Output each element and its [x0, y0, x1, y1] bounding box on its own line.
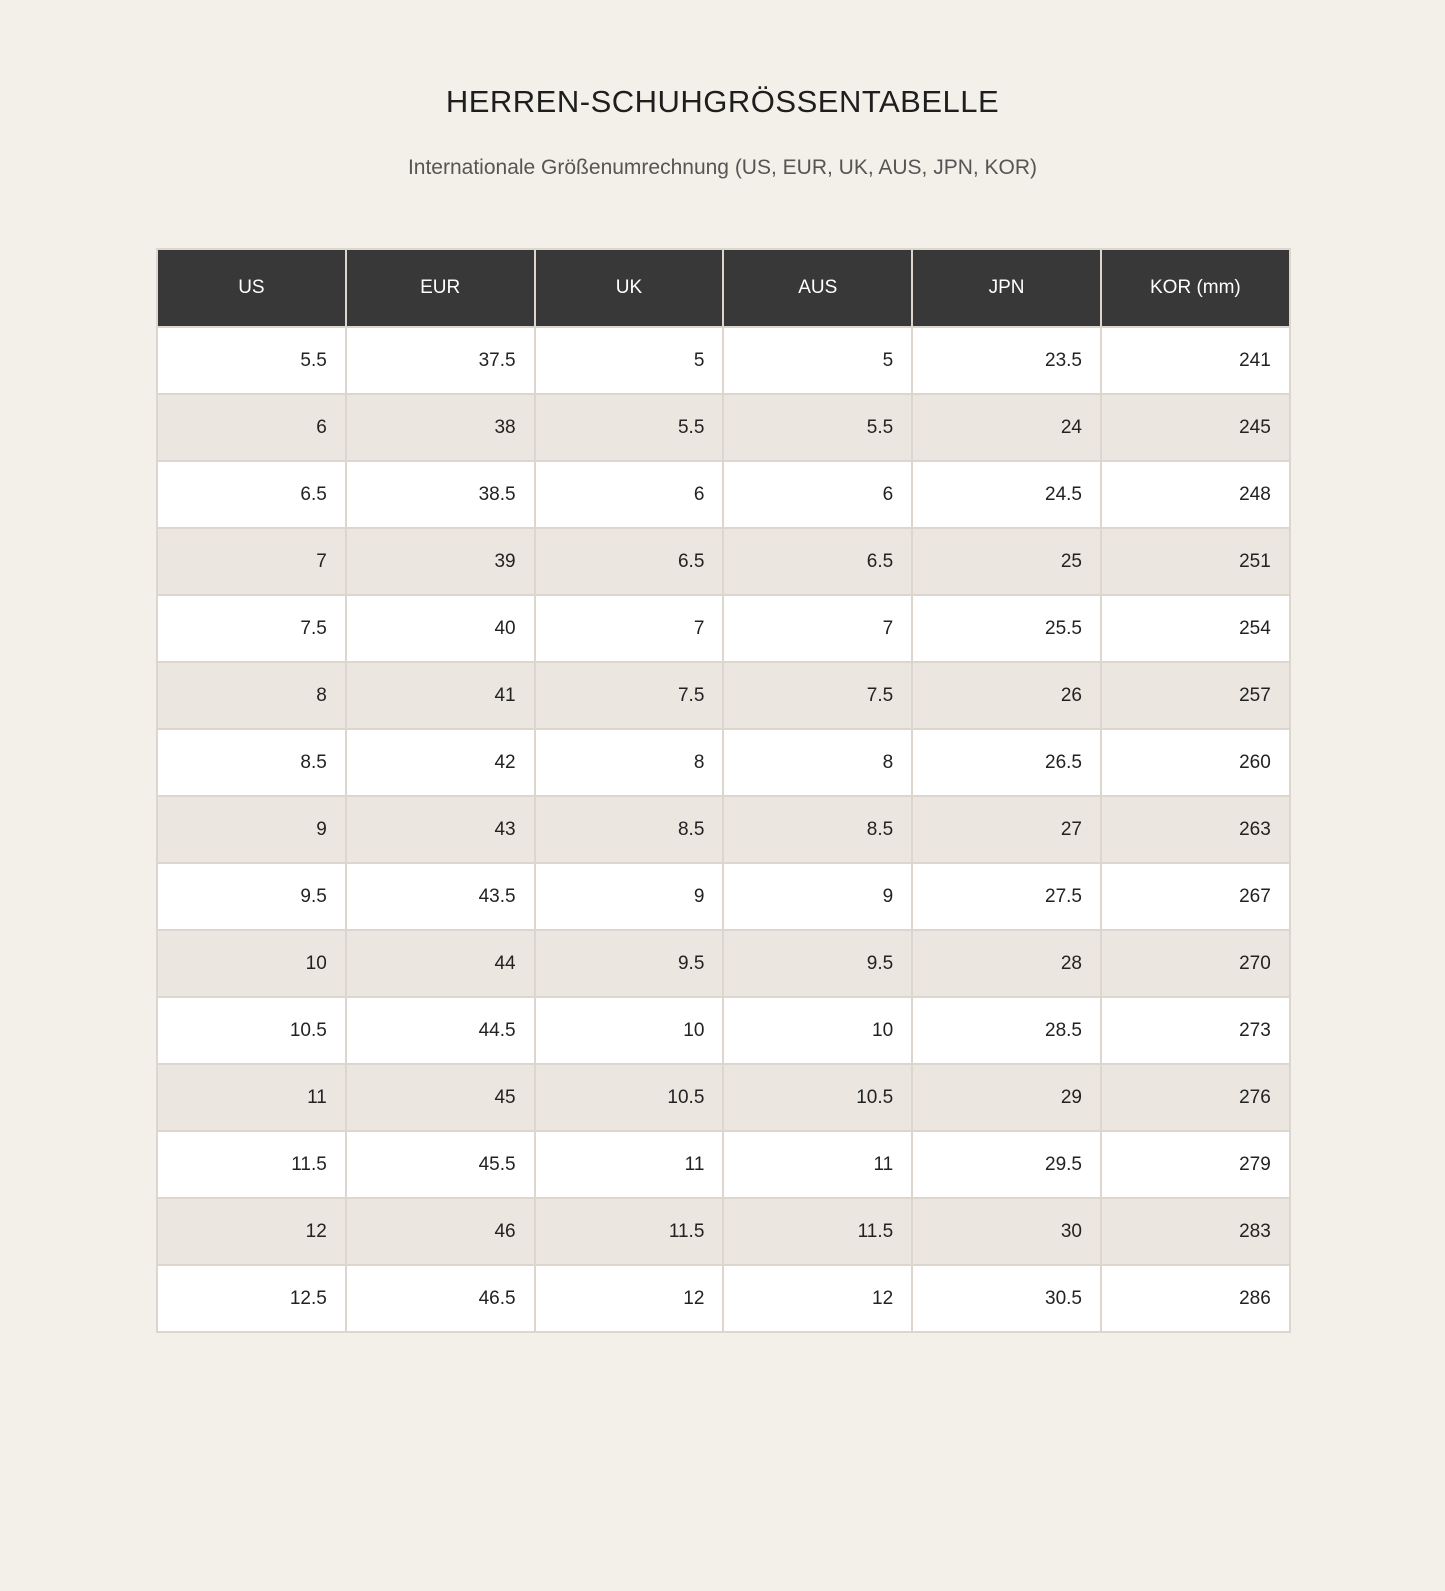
table-cell-kor: 286	[1101, 1265, 1290, 1332]
table-cell-eur: 37.5	[346, 327, 535, 394]
table-cell-jpn: 25	[912, 528, 1101, 595]
table-cell-us: 5.5	[157, 327, 346, 394]
table-cell-us: 9	[157, 796, 346, 863]
column-header-us: US	[157, 249, 346, 327]
table-header	[157, 249, 1290, 327]
table-cell-aus: 11	[723, 1131, 912, 1198]
table-cell-kor: 279	[1101, 1131, 1290, 1198]
table-row	[157, 461, 1290, 528]
table-cell-jpn: 26	[912, 662, 1101, 729]
table-cell-aus: 8	[723, 729, 912, 796]
table-cell-jpn: 26.5	[912, 729, 1101, 796]
table-cell-aus: 5.5	[723, 394, 912, 461]
table-cell-uk: 11.5	[535, 1198, 724, 1265]
table-cell-eur: 43.5	[346, 863, 535, 930]
table-cell-kor: 283	[1101, 1198, 1290, 1265]
table-cell-uk: 8	[535, 729, 724, 796]
table-cell-uk: 12	[535, 1265, 724, 1332]
table-cell-uk: 9.5	[535, 930, 724, 997]
table-cell-aus: 7	[723, 595, 912, 662]
table-cell-eur: 41	[346, 662, 535, 729]
table-cell-kor: 276	[1101, 1064, 1290, 1131]
table-cell-aus: 6.5	[723, 528, 912, 595]
table-cell-us: 8	[157, 662, 346, 729]
size-table	[156, 248, 1291, 1333]
table-cell-aus: 9	[723, 863, 912, 930]
table-cell-us: 10.5	[157, 997, 346, 1064]
table-cell-jpn: 28	[912, 930, 1101, 997]
table-cell-jpn: 25.5	[912, 595, 1101, 662]
table-cell-kor: 248	[1101, 461, 1290, 528]
table-cell-uk: 10	[535, 997, 724, 1064]
table-cell-aus: 12	[723, 1265, 912, 1332]
column-header-aus: AUS	[723, 249, 912, 327]
table-cell-aus: 10.5	[723, 1064, 912, 1131]
table-cell-jpn: 24	[912, 394, 1101, 461]
table-cell-jpn: 29.5	[912, 1131, 1101, 1198]
table-cell-us: 6.5	[157, 461, 346, 528]
table-cell-aus: 10	[723, 997, 912, 1064]
table-cell-jpn: 29	[912, 1064, 1101, 1131]
table-row	[157, 863, 1290, 930]
table-cell-jpn: 23.5	[912, 327, 1101, 394]
table-cell-eur: 38.5	[346, 461, 535, 528]
column-header-kor: KOR (mm)	[1101, 249, 1290, 327]
table-cell-uk: 7	[535, 595, 724, 662]
table-body	[157, 327, 1290, 1332]
table-cell-eur: 44	[346, 930, 535, 997]
table-cell-jpn: 27.5	[912, 863, 1101, 930]
table-cell-eur: 45.5	[346, 1131, 535, 1198]
table-cell-eur: 40	[346, 595, 535, 662]
table-cell-eur: 46	[346, 1198, 535, 1265]
table-cell-kor: 273	[1101, 997, 1290, 1064]
table-row	[157, 729, 1290, 796]
table-cell-eur: 38	[346, 394, 535, 461]
table-cell-kor: 251	[1101, 528, 1290, 595]
column-header-eur: EUR	[346, 249, 535, 327]
column-header-uk: UK	[535, 249, 724, 327]
table-cell-us: 12	[157, 1198, 346, 1265]
table-cell-aus: 9.5	[723, 930, 912, 997]
table-cell-us: 6	[157, 394, 346, 461]
table-row	[157, 394, 1290, 461]
table-cell-aus: 8.5	[723, 796, 912, 863]
table-cell-us: 9.5	[157, 863, 346, 930]
column-header-jpn: JPN	[912, 249, 1101, 327]
table-cell-jpn: 30	[912, 1198, 1101, 1265]
table-cell-kor: 263	[1101, 796, 1290, 863]
table-cell-jpn: 30.5	[912, 1265, 1101, 1332]
table-row	[157, 1131, 1290, 1198]
table-row	[157, 1198, 1290, 1265]
table-cell-kor: 267	[1101, 863, 1290, 930]
table-cell-kor: 241	[1101, 327, 1290, 394]
table-cell-us: 11.5	[157, 1131, 346, 1198]
table-cell-eur: 43	[346, 796, 535, 863]
table-cell-us: 7.5	[157, 595, 346, 662]
table-cell-us: 7	[157, 528, 346, 595]
table-cell-uk: 5	[535, 327, 724, 394]
table-row	[157, 1064, 1290, 1131]
table-cell-eur: 42	[346, 729, 535, 796]
table-row	[157, 662, 1290, 729]
table-cell-aus: 6	[723, 461, 912, 528]
table-cell-aus: 5	[723, 327, 912, 394]
table-cell-kor: 254	[1101, 595, 1290, 662]
table-header-row	[157, 249, 1290, 327]
table-cell-jpn: 24.5	[912, 461, 1101, 528]
table-cell-uk: 5.5	[535, 394, 724, 461]
table-cell-jpn: 28.5	[912, 997, 1101, 1064]
table-row	[157, 528, 1290, 595]
table-cell-us: 10	[157, 930, 346, 997]
table-cell-uk: 8.5	[535, 796, 724, 863]
page-title: HERREN-SCHUHGRÖSSENTABELLE	[445, 84, 1000, 119]
table-cell-eur: 39	[346, 528, 535, 595]
table-cell-kor: 260	[1101, 729, 1290, 796]
table-cell-kor: 270	[1101, 930, 1290, 997]
table-cell-aus: 7.5	[723, 662, 912, 729]
table-row	[157, 327, 1290, 394]
table-cell-eur: 46.5	[346, 1265, 535, 1332]
table-cell-uk: 11	[535, 1131, 724, 1198]
table-row	[157, 796, 1290, 863]
table-cell-uk: 10.5	[535, 1064, 724, 1131]
table-cell-kor: 257	[1101, 662, 1290, 729]
table-cell-eur: 45	[346, 1064, 535, 1131]
table-cell-eur: 44.5	[346, 997, 535, 1064]
table-cell-us: 11	[157, 1064, 346, 1131]
table-cell-uk: 7.5	[535, 662, 724, 729]
table-cell-uk: 6.5	[535, 528, 724, 595]
table-cell-kor: 245	[1101, 394, 1290, 461]
table-row	[157, 1265, 1290, 1332]
table-row	[157, 930, 1290, 997]
table-cell-us: 8.5	[157, 729, 346, 796]
table-cell-uk: 6	[535, 461, 724, 528]
table-row	[157, 997, 1290, 1064]
table-cell-us: 12.5	[157, 1265, 346, 1332]
page-subtitle: Internationale Größenumrechnung (US, EUR, UK, AUS, JPN, KOR)	[407, 156, 1038, 179]
table-cell-uk: 9	[535, 863, 724, 930]
table-cell-jpn: 27	[912, 796, 1101, 863]
table-cell-aus: 11.5	[723, 1198, 912, 1265]
table-row	[157, 595, 1290, 662]
